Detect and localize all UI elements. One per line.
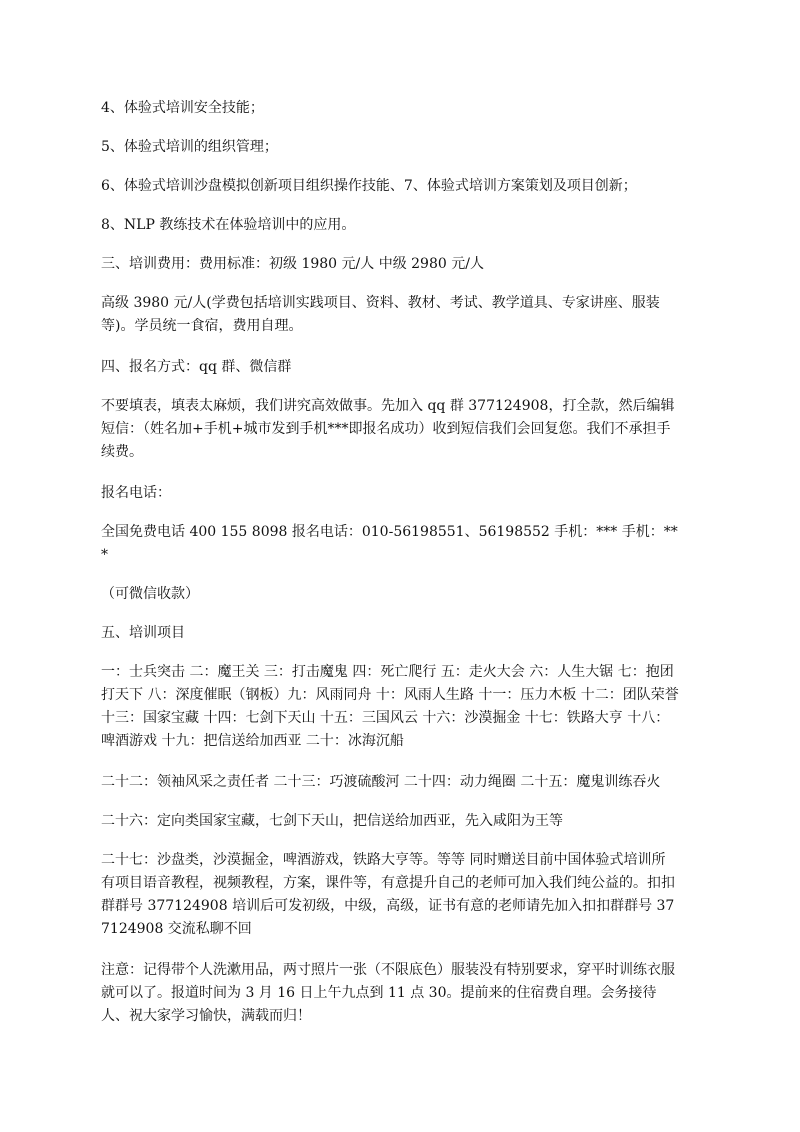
section-registration-heading: 四、报名方式：qq 群、微信群 [101, 359, 292, 375]
phone-numbers-line: 全国免费电话 400 155 8098 报名电话：010-56198551、56198552 手机：*** 手机：*** [101, 524, 678, 563]
paragraph-item-5: 5、体验式培训的组织管理； [101, 139, 278, 155]
fees-detail-paragraph: 高级 3980 元/人(学费包括培训实践项目、资料、教材、考试、教学道具、专家讲座、服装等)。学员统一食宿，费用自理。 [101, 295, 660, 334]
document-body [101, 97, 679, 1046]
paragraph-item-6-7: 6、体验式培训沙盘模拟创新项目组织操作技能、7、体验式培训方案策划及项目创新； [101, 178, 637, 194]
section-projects-heading: 五、培训项目 [101, 625, 185, 641]
projects-27-paragraph: 二十七：沙盘类，沙漠掘金，啤酒游戏，铁路大亨等。等等 同时赠送目前中国体验式培训所有项目语音教程，视频教程，方案，课件等，有意提升自己的老师可加入我们纯公益的。扣扣群群号 377124908 培训后可发初级，中级，高级，证书有意的老师请先加入扣扣群群号 377124908 交流私聊不回 [101, 852, 675, 937]
paragraph-item-4: 4、体验式培训安全技能； [101, 100, 264, 116]
registration-phone-label: 报名电话： [101, 485, 171, 501]
registration-instructions-paragraph: 不要填表，填表太麻烦，我们讲究高效做事。先加入 qq 群 377124908，打全款，然后编辑短信：（姓名加+手机+城市发到手机***即报名成功）收到短信我们会回复您。我们不承担手续费。 [101, 398, 675, 460]
projects-22-25-line: 二十二：领袖风采之责任者 二十三：巧渡硫酸河 二十四：动力绳圈 二十五：魔鬼训练吞火 [101, 774, 661, 790]
projects-list-paragraph: 一：士兵突击 二：魔王关 三：打击魔鬼 四：死亡爬行 五：走火大会 六：人生大锯 七：抱团打天下 八：深度催眠（钢板）九：风雨同舟 十：风雨人生路 十一：压力木板 十二：团队荣誉 十三：国家宝藏 十四：七剑下天山 十五：三国风云 十六：沙漠掘金 十七：铁路大亨 十八：啤酒游戏 十九：把信送给加西亚 二十：冰海沉船 [101, 664, 679, 749]
paragraph-item-8: 8、NLP 教练技术在体验培训中的应用。 [101, 217, 356, 233]
section-fees-heading: 三、培训费用：费用标准：初级 1980 元/人 中级 2980 元/人 [101, 256, 484, 272]
wechat-payment-note: （可微信收款） [101, 586, 199, 602]
projects-26-line: 二十六：定向类国家宝藏，七剑下天山，把信送给加西亚，先入咸阳为王等 [101, 813, 563, 829]
notice-paragraph: 注意：记得带个人洗漱用品，两寸照片一张（不限底色）服装没有特别要求，穿平时训练衣服就可以了。报道时间为 3 月 16 日上午九点到 11 点 30。提前来的住宿费自理。会务接待人、祝大家学习愉快，满载而归！ [101, 962, 675, 1024]
